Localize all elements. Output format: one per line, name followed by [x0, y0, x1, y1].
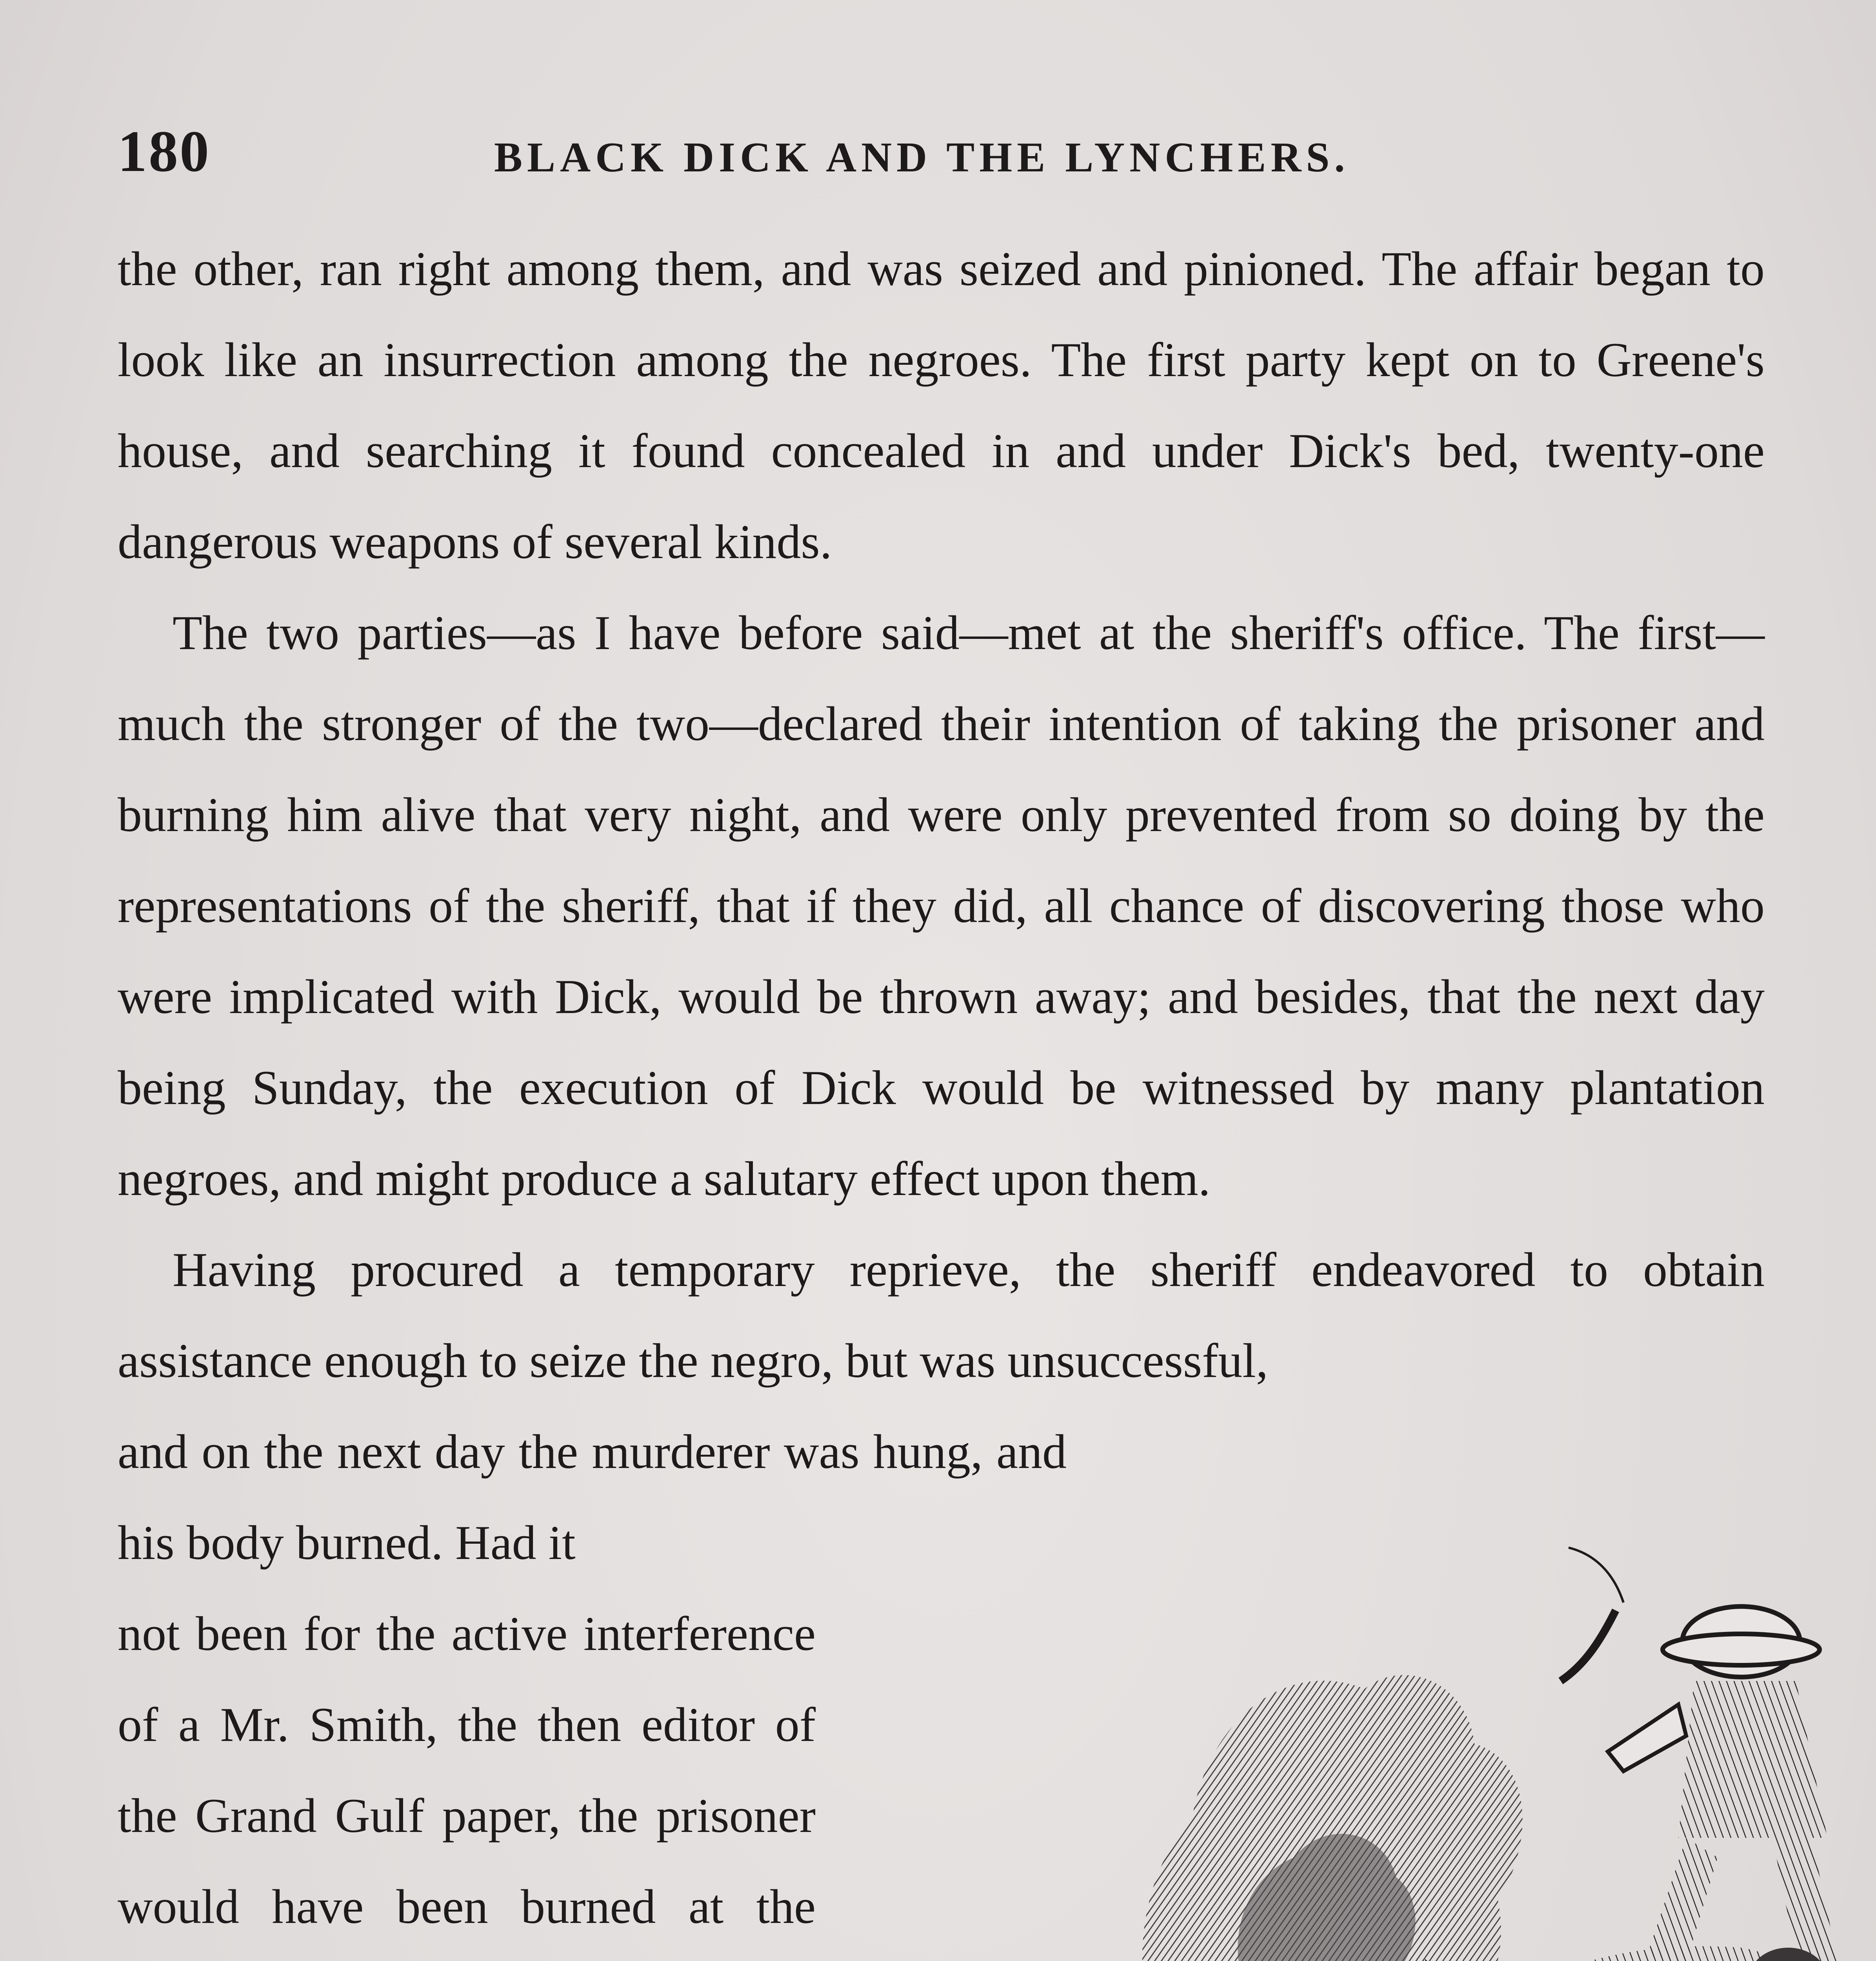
paragraph-3-wrap-a: and on the next day the murderer was hung, and his body burned. Had it	[118, 1425, 1067, 1570]
lynching-engraving-illustration	[973, 1406, 1874, 1961]
wrapped-text	[118, 1406, 1067, 1961]
paragraph-3-lead: Having procured a temporary reprieve, the sheriff endeavored to obtain assistance enough to seize the negro, but was unsuccessful,	[118, 1243, 1765, 1388]
page-header	[118, 118, 1765, 196]
page-number: 180	[118, 119, 211, 184]
text-with-figure	[118, 1406, 1765, 1961]
paragraph-3-wrap-b: not been for the active interference of a Mr. Smith, the then editor of the Grand Gulf paper, the prisoner would have been burned at the	[118, 1607, 816, 1934]
paragraph-1: the other, ran right among them, and was seized and pinioned. The affair began to look like an insurrection among the negroes. The first party kept on to Greene's house, and searching it found concealed in and under Dick's bed, twenty-one dangerous weapons of several kinds.	[118, 242, 1765, 569]
engraving-figure	[965, 1406, 1765, 1961]
paragraph-2: The two parties—as I have before said—met at the sheriff's office. The first—much the stronger of the two—declared their intention of taking the prisoner and burning him alive that very night, and were only prevented from so doing by the representations of the sheriff, that if they did, all chance of discovering those who were implicated with Dick, would be thrown away; and besides, that the next day being Sunday, the execution of Dick would be witnessed by many plantation negroes, and might produce a salutary effect upon them.	[118, 606, 1765, 1206]
body-text	[118, 224, 1765, 1961]
running-head: BLACK DICK AND THE LYNCHERS.	[494, 134, 1350, 181]
